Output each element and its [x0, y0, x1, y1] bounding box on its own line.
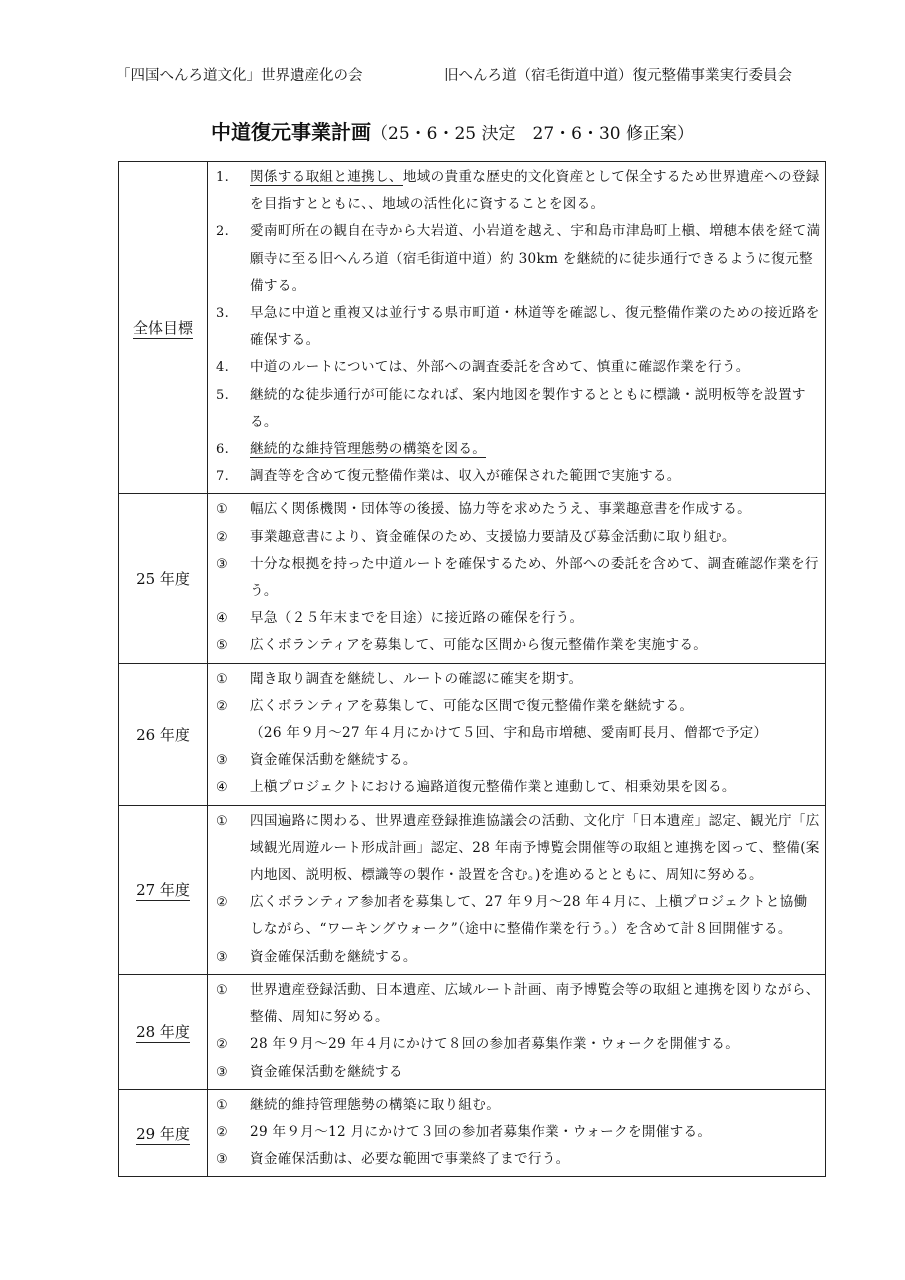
item-text: [250, 218, 821, 300]
row-items-cell: [208, 974, 826, 1089]
item-number: ①: [216, 671, 228, 687]
item-number: 2.: [216, 224, 230, 240]
item-number: ②: [216, 698, 228, 714]
list-item: [216, 605, 821, 632]
item-text: [250, 808, 821, 890]
list-item: [216, 300, 821, 354]
list-item: [216, 1031, 821, 1058]
list-item: [216, 496, 821, 523]
item-number: ⑤: [216, 638, 228, 654]
list-item: [216, 808, 821, 890]
plan-row: [119, 805, 826, 974]
header-org-left: 「四国へんろ道文化」世界遺産化の会: [116, 68, 363, 84]
item-text-post: 29 年９月～12 月にかけて３回の参加者募集作業・ウォークを開催する。: [250, 1123, 712, 1140]
item-number: ③: [216, 1064, 228, 1080]
list-item: [216, 1059, 821, 1086]
header-org-right: 旧へんろ道（宿毛街道中道）復元整備事業実行委員会: [444, 68, 792, 84]
row-label: 25 年度: [136, 570, 190, 589]
list-item: [216, 1146, 821, 1173]
item-number: 5.: [216, 387, 230, 403]
plan-row: [119, 663, 826, 805]
item-number: [216, 720, 250, 747]
item-text-post: （26 年９月～27 年４月にかけて５回、宇和島市増穂、愛南町長月、僧都で予定）: [250, 725, 768, 742]
item-text: [250, 747, 821, 774]
list-item: [216, 1119, 821, 1146]
item-text-post: 早急に中道と重複又は並行する県市町道・林道等を確認し、復元整備作業のための接近路を確保する。: [250, 305, 820, 349]
item-text: [250, 436, 821, 463]
list-item: [216, 436, 821, 463]
item-number: ③: [216, 753, 228, 769]
list-item: [216, 944, 821, 971]
item-number: ③: [216, 949, 228, 965]
row-label-cell: [119, 974, 208, 1089]
item-text: [250, 977, 821, 1031]
item-text: [250, 1092, 821, 1119]
item-text-post: 早急（２５年末までを目途）に接近路の確保を行う。: [250, 610, 584, 627]
list-item: [216, 382, 821, 436]
plan-row: [119, 1089, 826, 1177]
list-item: [216, 666, 821, 693]
list-item: [216, 524, 821, 551]
item-text: [250, 382, 821, 436]
item-number: 7.: [216, 469, 230, 485]
item-number: ①: [216, 1097, 228, 1113]
item-number: ①: [216, 982, 228, 998]
plan-row: [119, 494, 826, 663]
item-number: ③: [216, 1152, 228, 1168]
item-text-post: 中道のルートについては、外部への調査委託を含めて、慎重に確認作業を行う。: [250, 359, 750, 376]
item-number: ①: [216, 502, 228, 518]
item-text: [250, 1146, 821, 1173]
item-text: [250, 496, 821, 523]
item-text-post: 継続的な徒歩通行が可能になれば、案内地図を製作するとともに標識・説明板等を設置する。: [250, 386, 806, 430]
item-number: ④: [216, 611, 228, 627]
list-item: [216, 889, 821, 943]
item-text-post: 地域の貴重な歴史的文化資産として保全するため世界遺産への登録を目指すとともに、、地域の活性化に資することを図る。: [250, 169, 820, 213]
item-text-post: 四国遍路に関わる、世界遺産登録推進協議会の活動、文化庁「日本遺産」認定、観光庁「広域観光周遊ルート形成計画」認定、28 年南予博覧会開催等の取組と連携を図って、整備(案内地図、説明板、標識等の製作・設置を含む。)を進めるとともに、周知に努める。: [250, 812, 820, 884]
item-text-post: 十分な根拠を持った中道ルートを確保するため、外部への委託を含めて、調査確認作業を行う。: [250, 555, 819, 600]
item-text: [250, 164, 821, 218]
item-text: [250, 300, 821, 354]
list-item: [216, 164, 821, 218]
item-text-post: 広くボランティアを募集して、可能な区間から復元整備作業を実施する。: [250, 637, 708, 654]
item-text-post: 幅広く関係機関・団体等の後援、協力等を求めたうえ、事業趣意書を作成する。: [250, 501, 751, 518]
item-number: 4.: [216, 360, 230, 376]
item-text: [250, 551, 821, 605]
page-title: [0, 116, 905, 145]
item-text: [250, 463, 821, 490]
item-text-post: 継続的維持管理態勢の構築に取り組む。: [250, 1096, 501, 1113]
list-item: [216, 693, 821, 720]
item-number: ②: [216, 1037, 228, 1053]
row-label: 全体目標: [132, 319, 193, 338]
item-number: ④: [216, 780, 228, 796]
page-title-sub: （25・6・25 決定 27・6・30 修正案）: [371, 124, 694, 144]
item-text-post: 愛南町所在の観自在寺から大岩道、小岩道を越え、宇和島市津島町上槇、増穂本俵を経て満願寺に至る旧へんろ道（宿毛街道中道）約 30km を継続的に徒歩通行できるように復元整備する。: [250, 223, 821, 294]
row-label-cell: [119, 1089, 208, 1177]
plan-row: [119, 162, 826, 494]
item-text-post: 広くボランティア参加者を募集して、27 年９月～28 年４月に、上槇プロジェクトと協働しながら、“ワーキングウォーク”（途中に整備作業を行う。）を含めて計８回開催する。: [250, 894, 808, 938]
item-text: [250, 666, 821, 693]
plan-row: [119, 974, 826, 1089]
plan-table: [118, 161, 826, 1177]
item-text-underlined: 関係する取組と連携し、: [250, 169, 403, 185]
item-text: [250, 720, 821, 747]
item-text: [250, 889, 821, 943]
item-text-post: 広くボランティアを募集して、可能な区間で復元整備作業を継続する。: [250, 697, 694, 714]
page-title-main: 中道復元事業計画: [211, 120, 372, 144]
item-number: ③: [216, 556, 228, 572]
list-item: [216, 977, 821, 1031]
item-text-post: 調査等を含めて復元整備作業は、収入が確保された範囲で実施する。: [250, 468, 681, 485]
item-text-underlined: 継続的な維持管理態勢の構築を図る。: [250, 441, 487, 458]
row-items-cell: [208, 805, 826, 974]
item-number: ②: [216, 895, 228, 911]
row-label-cell: [119, 162, 208, 494]
list-item: [216, 463, 821, 490]
item-text: [250, 354, 821, 381]
item-text: [250, 1031, 821, 1058]
item-text-post: 資金確保活動を継続する: [250, 1063, 403, 1080]
row-label: 29 年度: [136, 1124, 190, 1143]
item-text-post: 28 年９月～29 年４月にかけて８回の参加者募集作業・ウォークを開催する。: [250, 1036, 740, 1053]
item-text-post: 資金確保活動を継続する。: [250, 752, 417, 769]
item-text: [250, 632, 821, 659]
item-text: [250, 693, 821, 720]
item-text: [250, 605, 821, 632]
item-text-post: 資金確保活動を継続する。: [250, 948, 417, 965]
item-text-post: 世界遺産登録活動、日本遺産、広域ルート計画、南予博覧会等の取組と連携を図りながら、整備、周知に努める。: [250, 981, 820, 1026]
row-items-cell: [208, 162, 826, 494]
item-text: [250, 944, 821, 971]
row-items-cell: [208, 1089, 826, 1177]
item-number: 3.: [216, 306, 230, 322]
row-label: 26 年度: [136, 725, 190, 744]
list-item: [216, 774, 821, 801]
item-text: [250, 524, 821, 551]
item-number: 6.: [216, 442, 230, 458]
item-text-post: 聞き取り調査を継続し、ルートの確認に確実を期す。: [250, 670, 583, 687]
row-label-cell: [119, 805, 208, 974]
list-item: [216, 354, 821, 381]
row-label: 27 年度: [136, 881, 190, 900]
list-item: [216, 747, 821, 774]
row-label-cell: [119, 494, 208, 663]
item-text: [250, 1119, 821, 1146]
list-item: [216, 551, 821, 605]
list-item: [216, 720, 821, 747]
row-label-cell: [119, 663, 208, 805]
item-number: 1.: [216, 170, 230, 185]
list-item: [216, 218, 821, 300]
list-item: [216, 632, 821, 659]
row-label: 28 年度: [136, 1023, 190, 1042]
item-text-post: 資金確保活動は、必要な範囲で事業終了まで行う。: [250, 1151, 570, 1168]
item-number: ②: [216, 529, 228, 545]
row-items-cell: [208, 494, 826, 663]
item-text-post: 事業趣意書により、資金確保のため、支援協力要請及び募金活動に取り組む。: [250, 528, 736, 545]
list-item: [216, 1092, 821, 1119]
row-items-cell: [208, 663, 826, 805]
item-text: [250, 774, 821, 801]
item-text: [250, 1059, 821, 1086]
item-number: ②: [216, 1124, 228, 1140]
item-text-post: 上槇プロジェクトにおける遍路道復元整備作業と連動して、相乗効果を図る。: [250, 779, 736, 796]
item-number: ①: [216, 813, 228, 829]
